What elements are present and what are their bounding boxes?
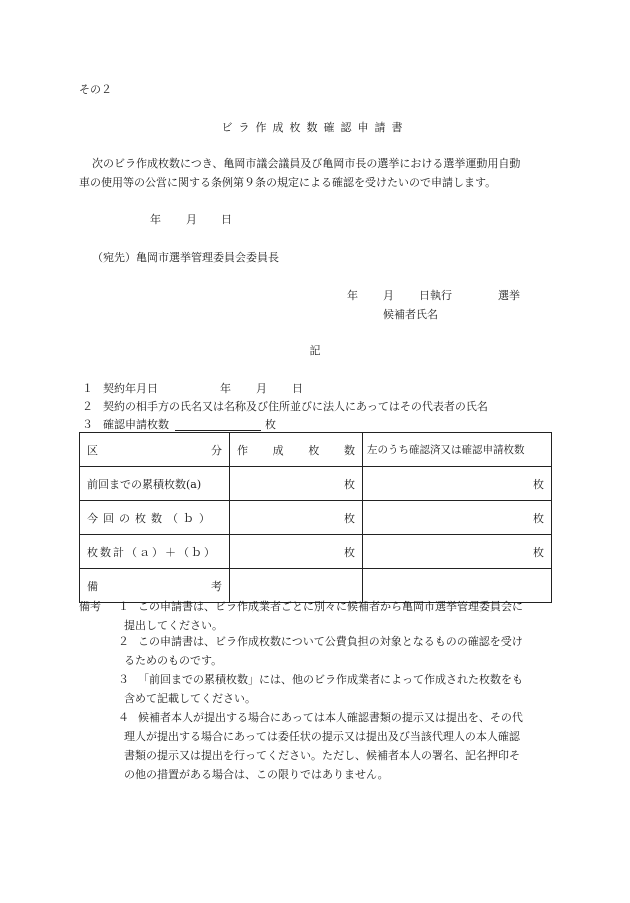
date-year: 年: [150, 213, 161, 226]
note-3-line-2: 含めて記載してください。: [124, 692, 256, 705]
addressee: （宛先）亀岡市選挙管理委員会委員長: [92, 251, 279, 264]
ki-heading: 記: [309, 344, 321, 357]
item-1-day: 日: [292, 382, 303, 395]
item-2-label: 契約の相手方の氏名又は名称及び住所並びに法人にあってはその代表者の氏名: [103, 400, 488, 413]
note-1-line-1: この申請書は、ビラ作成業者ごとに別々に候補者から亀岡市選挙管理委員会に: [138, 600, 523, 613]
row-confirmed-cell[interactable]: 枚: [363, 467, 552, 501]
remarks-label: 備 考: [80, 569, 230, 603]
item-1-label: 契約年月日: [103, 382, 158, 395]
item-2-number: ２: [82, 400, 93, 413]
note-4-line-3: 書類の提示又は提出を行ってください。ただし、候補者本人の署名、記名押印そ: [124, 749, 520, 762]
note-3-number: ３: [118, 673, 129, 686]
election-label: 選挙: [498, 289, 520, 302]
item-3-underline: [175, 430, 261, 431]
header-confirmed-count: 左のうち確認済又は確認申請枚数: [363, 433, 552, 467]
row-label: 枚数計（ａ）＋（ｂ）: [80, 535, 230, 569]
note-4-line-2: 理人が提出する場合にあっては委任状の提示又は提出及び当該代理人の本人確認: [124, 730, 520, 743]
table-row: [80, 501, 552, 535]
election-year: 年: [347, 289, 358, 302]
note-3-line-1: 「前回までの累積枚数」には、他のビラ作成業者によって作成された枚数をも: [138, 673, 523, 686]
header-created-count: 作 成 枚 数: [230, 433, 363, 467]
note-4-line-1: 候補者本人が提出する場合にあっては本人確認書類の提示又は提出を、その代: [138, 711, 523, 724]
item-3-unit: 枚: [265, 418, 276, 431]
note-4-number: ４: [118, 711, 129, 724]
note-1-line-2: 提出してください。: [124, 619, 223, 632]
election-month: 月: [383, 289, 394, 302]
row-label: 今回の枚数（ｂ）: [80, 501, 230, 535]
row-created-cell[interactable]: 枚: [230, 501, 363, 535]
note-2-number: ２: [118, 635, 129, 648]
note-4-line-4: の他の措置がある場合は、この限りではありません。: [124, 768, 389, 781]
note-2-line-1: この申請書は、ビラ作成枚数について公費負担の対象となるものの確認を受け: [138, 635, 523, 648]
header-category: 区 分: [80, 433, 230, 467]
row-confirmed-cell[interactable]: 枚: [363, 501, 552, 535]
item-1-year: 年: [220, 382, 231, 395]
candidate-name-label: 候補者氏名: [383, 308, 438, 321]
row-created-cell[interactable]: 枚: [230, 535, 363, 569]
note-2-line-2: るためのものです。: [124, 654, 223, 667]
item-1-month: 月: [256, 382, 267, 395]
row-confirmed-cell[interactable]: 枚: [363, 535, 552, 569]
item-1-number: １: [82, 382, 93, 395]
date-month: 月: [186, 213, 197, 226]
form-number: その２: [79, 83, 112, 96]
election-day: 日執行: [419, 289, 452, 302]
count-table: [79, 432, 552, 603]
item-3-label: 確認申請枚数: [103, 418, 169, 431]
notes-label: 備考: [79, 600, 101, 613]
table-header-row: [80, 433, 552, 467]
item-3-number: ３: [82, 418, 93, 431]
note-1-number: １: [118, 600, 129, 613]
row-label: 前回までの累積枚数(a): [80, 467, 230, 501]
document-title: ビラ作成枚数確認申請書: [221, 121, 409, 134]
table-row: [80, 467, 552, 501]
table-row: [80, 535, 552, 569]
intro-line-2: 車の使用等の公営に関する条例第９条の規定による確認を受けたいので申請します。: [79, 176, 497, 189]
intro-line-1: 次のビラ作成枚数につき、亀岡市議会議員及び亀岡市長の選挙における選挙運動用自動: [92, 157, 521, 170]
date-day: 日: [221, 213, 232, 226]
row-created-cell[interactable]: 枚: [230, 467, 363, 501]
